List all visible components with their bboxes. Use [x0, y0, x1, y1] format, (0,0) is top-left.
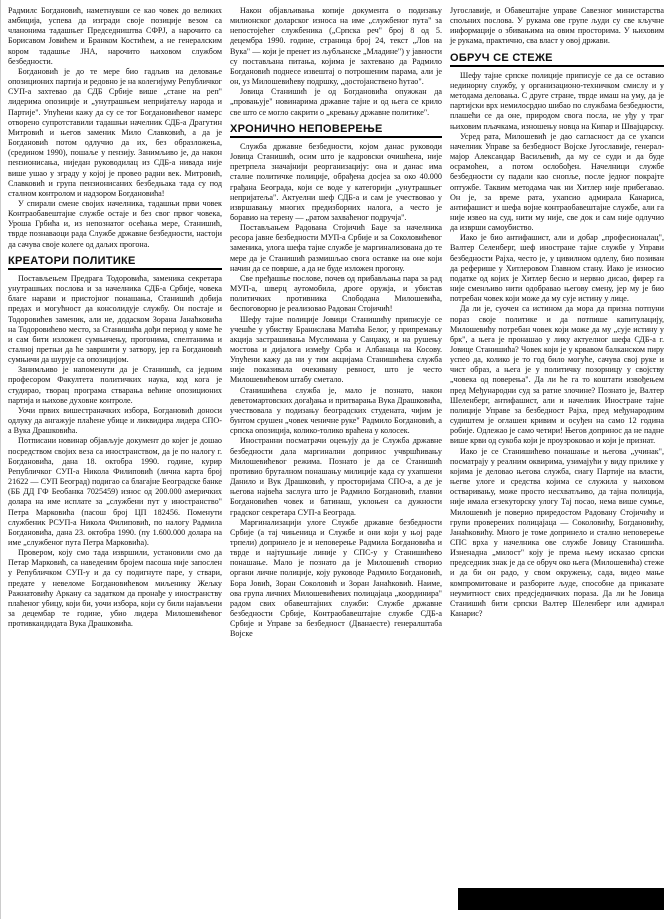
- column-1: [8, 6, 222, 629]
- paragraph: Станишићева служба је, мало је познато, након деветомартовских догађања и притварања Вука Драшковића, учествовала у подизању београдских студената, чијим је бунтом срушен „човек ченичне руке" Радмило Богдановић, а српска опозиција, колико-толико враћена у колосек.: [230, 385, 442, 436]
- paragraph: Радмилс Богдановић, наметнувши се као човек до великих амбиција, успева да изгради своје позиције везом са чланонима тадашњег Председништва СФРЈ, а нарочито са Борисавом Јовићем и Бранком Костићем, а не генералским кором тадашње ЈНА, нарочито њиховом службом безбедности.: [8, 6, 222, 66]
- paragraph: Усред рата, Милошевић је дао сагласност да се ухапси начелник Управе за безбедност Војске Југославије, генерал-мајор Александар Васиљевић, да му се суди и да буде осрамоћен, а потом ослобођен. Начелници службе безбедности су падали као снопље, после једног покрајте оптужбе. Таквим методама чак ни Хитлер није прибегавао. Он је, за време рата, ухапсио адмирала Канариса, антифашист и шефа војне контраобавештајне службе, али га није извео на суд, нити му није, све док и сам није одлучио да изврши самоубиство.: [450, 131, 664, 233]
- paragraph: Богдановић је до те мере био гадљив на деловање опозиционих партија и редовно је на колегијуму Републичког СУП-а захтевао да СДБ Србије више „стане на реп" лидерима опозиције и „унутрашњем непријатељу народа и Партије". Упућени кажу да су се тог Богдановићевог намерс отворено супротставили тадашњи начелник СДБ-а Драгутин Митровић и његов заменик Мило Славковић, а да је Богдановић потом одлучио да их, без образложења, (средином 1990), пошаље у пензију. Занимљиво је, да након пензионисања, ниједан руководилац из СДБ-а нивада није више ушао у зграду у којој је провео радни век. Митровић, Славковић и група пензионисаних безбедњака тада су под сталном контролом и надзором Богдановића!: [8, 66, 222, 198]
- paragraph: Све пређашње послове, почев од прибављања пара за рад МУП-а, шверц аутомобила, дроге оружја, и убистав политичких противника Слободана Милошевића, беспоговорно је реализовао Радован Стојичић!: [230, 273, 442, 314]
- paragraph: Провером, коју смо тада извршили, установили смо да Петар Марковић, са наведеним бројем пасоша није запослен у Републичком СУП-у и да су подигнуте паре, у ствари, предате у невеломе Богдановићевом миљенику Жељку Ражнатовићу Аркану са задатком да пронађе у иностранству плаћеног убицу, који би, уочи избора, који су били најављени за децембар те године, убио лидера Милошевићевог противкандидата Вука Драшковића.: [8, 548, 222, 629]
- column-2: [230, 6, 442, 640]
- section-heading: КРЕАТОРИ ПОЛИТИКЕ: [8, 256, 222, 270]
- paragraph: Иностранни посматрачи оцењују да је Служба државне безбедности дала маргинални допринос учвршћивању Милошевићевог режима. Познато је да се Станишић противио бруталном понашању милиције када су ухапшени Данило и Вук Драшковић, у просторијама СПО-а, а де је његова највећа заслуга што је Радмило Богдановић, главни Богдановићев човек и батинаш, уклоњен са дужности градског секретара СУП-а Београда.: [230, 436, 442, 517]
- black-bar-decoration: [458, 888, 664, 910]
- paragraph: Постављењем Предрага Тодоровића, заменика секретара унутрашњих послова и за начелника СДБ-а Србије, човека благе нарави и пристојног понашања, Станишић добија предах и могућност да консолидује службу. Он постаје и Тодоровићев заменик, али не, додаском Зорана Јанаћковића на Тодоровићево место, за Станишића дођи период у коме ће и сам бити изложен сумњичењу, прогонима, спелтанима и сталној претњи да ће завршити у затвору, јер га Богдановић сумњичи да шурује са опозицијом.: [8, 273, 222, 365]
- paragraph: Иако је био антифашист, али и добар „професионалац", Валтер Селенберг, шеф иностране тајне службе у Управи безбедности Рајха, често је, у цивилном одлелу, био позиван да реферише у Хитлеровом Главном стану. Иако је износио податке од којих је Хитлер бесно и нервно дисао, фирер га није сменљиво нити одобравао његову смену, јер му је био потребан човек који може да му сује истину у лице.: [450, 233, 664, 304]
- paragraph: Уочи првих вишестраначких избора, Богдановић доноси одлуку да ангажује плаћене убице и ликвидира лидера СПО-а Вука Драшковића.: [8, 405, 222, 436]
- paragraph: Шефу тајне полиције Јовици Станишићу приписује се учешће у убиству Бранислава Матића Белог, у припремању акција застрашивања Муслимана у Санџаку, и на рушењу мостова и дијалога између Срба и Албанаца на Косову. Упућени кажу да ни у тим акцијама Станишићева служба није показивала очекивану ревност, што је често Милошевићевом штабу сметало.: [230, 314, 442, 385]
- paragraph: Иако је се Станишићево понашање и његова „учинак", посматрају у реалним оквирима, узимајући у виду прилике у којима је деловао његова служба, сиагу Партије на власти, његве улоге и средства којима се служила у њиховом остваривању, може просто несхватљиво, да тајна полиција, није имала егзекуторску улогу Тај посао, нема више сумње, Милошевић је поверио приредостом Радовану Стојичићу и групи проверених полицајаца — Соколовићу, Богдановићу, Јанаћковићу. Много је томе допринело и стално неповерење СПС врха у начелника ове службе Јовицу Станишића. Изненадна „милост" коју је према њему исказао српски председник знак је да се обруч око њега (Милошевића) стеже и да би он радо, у свом окружењу, сада, видео мање компромитоване и разборите људе, способне да приказате неумитност свих предсједничких пораза. Да ли ће Јовица Станишић бити српски Валтер Шеленберг или адмирал Канарис?: [450, 446, 664, 619]
- paragraph: Да ли је, суочен са истином да мора да призна потпуни пораз своје политике и да потпише капитулацију, Милошевићу потребан човек који може да му „сује истину у брк", а њега је пронашао у лику актуелног шефа СДБ-а г. Јовице Станишића? Човек који је у крвавом балканском пиру успео да, колико је то год било могуће, сачува свој руке и чист образ, а њега је у политичку позорницу у својству „човека од поверења". Да ли ће га то коштати извођењем пред Међународни суд за ратне злочине? Познато је, Валтер Шеленберг, антифашист, али и начелник Иностране тајне полиције Управе за безбедност Рајха, пред међународним судиштем је оглашен кривим и осуђен на само 12 година робије. Одлежао је само четири! Његов допринос да не падне више крви од сукоба који је проузроковао и који је признат.: [450, 304, 664, 446]
- paragraph: Маргинализацији улоге Службе државне безбедности Србије (а тај чињеница и Службе и они који у њој раде трпели) допринело је и неповерење Радмила Богдановића и тврде и најтушњије линије у СПС-у у Станишићево понашање. Мало је познато да је Милошевић створио органи личне полиције, коју руководе Радмило Богдановић, Бора Јовић, Зоран Соколовић и Зоран Јанаћковић. Наиме, ова група личних Милошевићевих полицајаца „координира" радом свих обавештајних служби: Службе државне безбедности Србије, Контраобавештајне службе СДБ-а Србије и Управе за безбедност (Дванаесте) генералштаба Војске: [230, 517, 442, 639]
- paragraph: Јовица Станишић је од Богдановића опужжан да „провањује" новинарима државне тајне и од њега се крило све што се могло сакрити о „кревању државне политике".: [230, 87, 442, 117]
- paragraph: Потписани новинар објављује документ до којег је дошао посредством својих веза са иностранством, да је по налогу г. Богдановића, дана 18. октобра 1990. године, курир Републичког СУП-а Никола Филиповић (лична карта број 21622 — СУП Београд) подигао са благајне Београдске банке (ББ ДД ГФ Беобанка 7025459) износ од 200.000 америчких долара на име исплате за „службени пут у иностранство" Петра Марковића (пасош број ЦП 182456. Поменути службеник РСУП-а Никола Филиповић, по налогу Радмила Богдановића, дана 23. октобра 1990. (пу 1.600.000 долара на име „службеног пута Петра Марковића).: [8, 436, 222, 547]
- paragraph: Шефу тајне српске полиције приписује се да се оставио нединорну службу, у организационо-техничком смислу и у методама деловања. С друге стране, тврде имаш на уму, да је партијски врх немилосрдно шибао по службама безбедности, плашећи се да оне, природом свога посла, не уђу у траг њиховим пљачкама, изношењу новца на Кипар и Швајцарску.: [450, 70, 664, 131]
- section-heading: ХРОНИЧНО НЕПОВЕРЕЊЕ: [230, 124, 442, 138]
- paragraph: Служба државне безбедности, којом данас руководи Јовица Станишић, осим што је кадровски очишћена, није претрпела значајнији реорганизацију: она и данас има сталне политичке полиције, обрађена досјеа за око 40.000 грађана Београда, који се воде у категорији „унутрашњег непријатеља". Актуелни шеф СДБ-а и сам је учествовао у извршавању многих предизборних налога, а често је боравио на терену — „ратом захваћеног подручја".: [230, 141, 442, 222]
- paragraph: Постављањем Радована Стојичић Баџе за начелника ресора јавне безбедности МУП-а Србије и за Соколовићевог заменика, улога шефа тајне службе је маргинализована до те мере да је Станишић размишљао свога оставке на оне који начин да се површе, а да не буде изложен прогону.: [230, 223, 442, 273]
- page-edge: [0, 0, 1, 919]
- section-heading: ОБРУЧ СЕ СТЕЖЕ: [450, 53, 664, 67]
- paragraph: У спирали смене својих начелника, тадашњи први човек Контраобавештајне службе остаје и без свог првог човека, Уроша Грбића и, из непознатог осећања мере, Станишић, тврде познаваоци рада Службе државне безбедности, настоји да сачува своје колеге од даљих прогона.: [8, 198, 222, 249]
- paragraph: Након објављивања копије документа о подизању милионског доларског износа на име „службеног пута" за непостојећег службеника („Српска реч" број 8 од 5. децембра 1990. године, страница број 24, текст „Лов на Вука" — који је пренет из љубљанске „Младине") у јавности су постављана питања, којима је захтевано да Радмило Богдановић поднесе извештај о потрошеним парама, али је он, уз Милошевићеву подршку, „достојанствено ћутао".: [230, 6, 442, 87]
- paragraph: Занимљиво је напоменути да је Станишић, са једним професором Факултета политичких наука, код кога је студирао, творац програма стварања већине опозиционих партија и њихове духовне контроле.: [8, 365, 222, 405]
- paragraph: Југославије, и Обавештајне управе Савезног министарства спољних послова. У рукама ове групе људи су све кључне информације о збивањима на овим просторима. У њиховим је рукама, практично, сва власт у овој држави.: [450, 6, 664, 46]
- column-3: [450, 6, 664, 619]
